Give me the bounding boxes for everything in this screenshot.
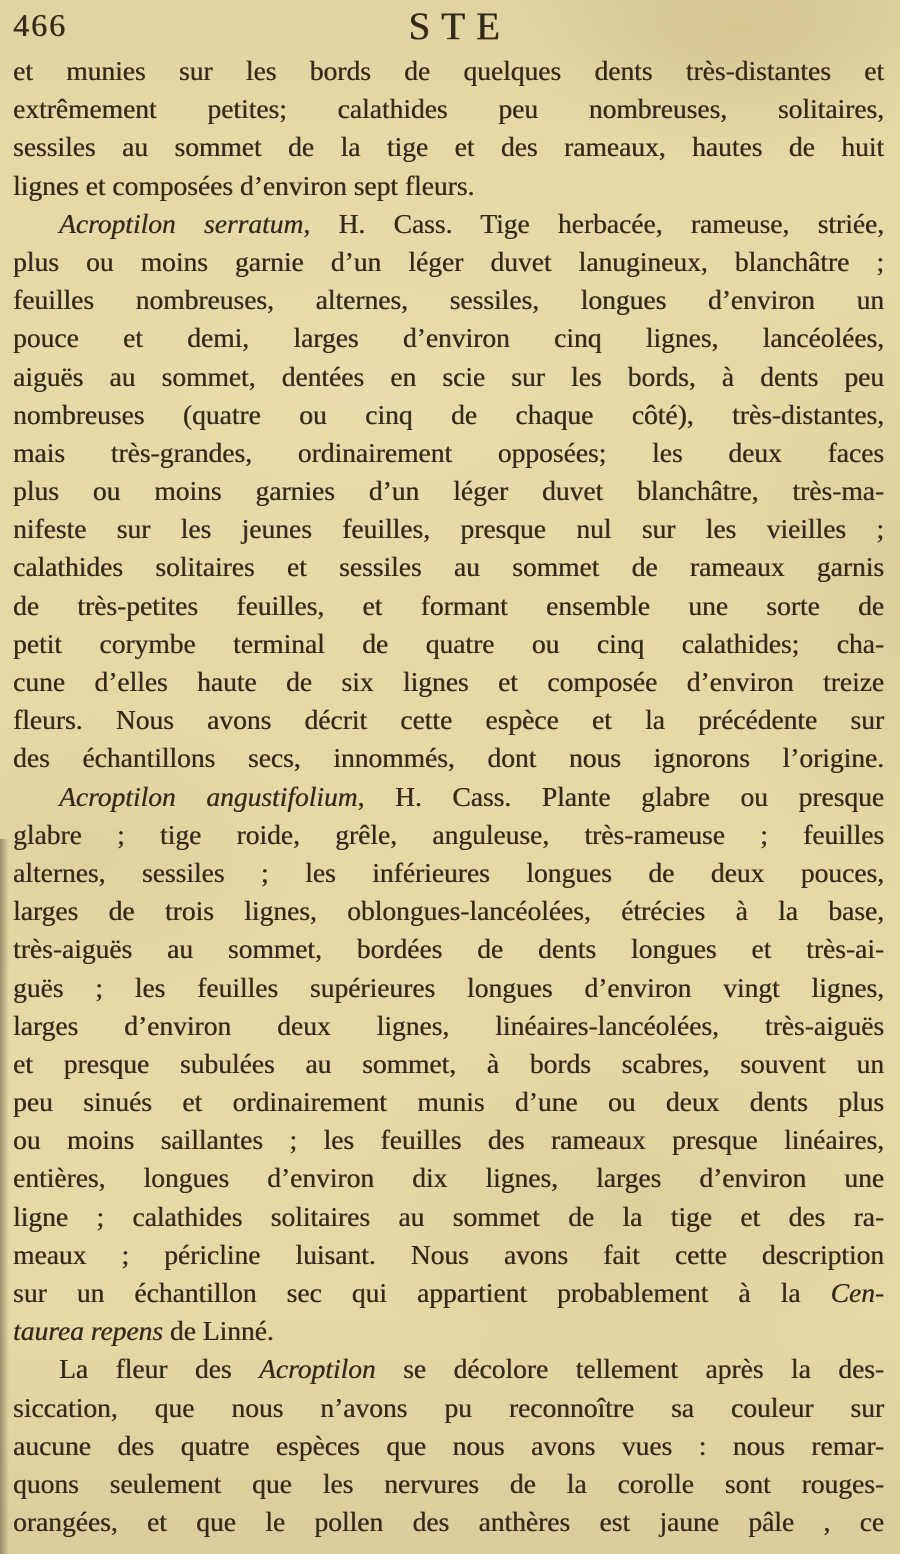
text-line xyxy=(13,1427,884,1465)
text-segment: plus ou moins garnies d’un léger duvet blanchâtre, très-ma- xyxy=(13,475,884,507)
species-name: Acroptilon angustifolium xyxy=(59,780,358,812)
text-segment: et presque subulées au sommet, à bords scabres, souvent un xyxy=(13,1047,884,1079)
text-line xyxy=(13,1045,884,1083)
text-line xyxy=(13,510,884,548)
text-segment: entières, longues d’environ dix lignes, larges d’environ une xyxy=(13,1162,884,1194)
text-line xyxy=(13,854,884,892)
text-line xyxy=(13,319,884,357)
text-segment: fleurs. Nous avons décrit cette espèce et la précédente sur xyxy=(13,704,884,736)
text-segment: ou moins saillantes ; les feuilles des rameaux presque linéaires, xyxy=(13,1124,884,1156)
species-name: taurea repens xyxy=(13,1315,163,1347)
text-line xyxy=(13,778,884,816)
text-segment: feuilles nombreuses, alternes, sessiles, longues d’environ un xyxy=(13,284,884,316)
text-line xyxy=(13,587,884,625)
page-header xyxy=(0,4,900,50)
text-segment: nombreuses (quatre ou cinq de chaque côté), très-distantes, xyxy=(13,398,884,430)
text-line xyxy=(13,90,884,128)
text-segment: orangées, et que le pollen des anthères est jaune pâle , ce xyxy=(13,1506,884,1538)
text-segment: sessiles au sommet de la tige et des rameaux, hautes de huit xyxy=(13,131,884,163)
text-line xyxy=(13,1236,884,1274)
text-line xyxy=(13,1121,884,1159)
text-line xyxy=(13,1159,884,1197)
text-line xyxy=(13,701,884,739)
page-body xyxy=(13,52,884,1541)
running-title: STE xyxy=(408,5,511,48)
text-segment: plus ou moins garnie d’un léger duvet lanugineux, blanchâtre ; xyxy=(13,245,884,277)
text-segment: cune d’elles haute de six lignes et composée d’environ treize xyxy=(13,666,884,697)
text-line xyxy=(13,969,884,1007)
text-segment: La fleur des xyxy=(59,1353,259,1385)
text-line xyxy=(13,281,884,319)
text-line xyxy=(13,434,884,472)
species-name: Cen- xyxy=(830,1277,884,1308)
text-line xyxy=(13,243,884,281)
text-segment: se décolore tellement après la des- xyxy=(375,1353,885,1385)
text-segment: sur un échantillon sec qui appartient probablement à la xyxy=(13,1277,831,1308)
text-segment: lignes et composées d’environ sept fleurs. xyxy=(13,169,475,201)
text-segment: de très-petites feuilles, et formant ensemble une sorte de xyxy=(13,589,884,621)
text-segment: larges de trois lignes, oblongues-lancéolées, étrécies à la base, xyxy=(13,895,884,927)
text-segment: petit corymbe terminal de quatre ou cinq calathides; cha- xyxy=(13,627,884,659)
text-line xyxy=(13,1465,884,1503)
text-segment: guës ; les feuilles supérieures longues d’environ vingt lignes, xyxy=(13,971,884,1003)
text-segment: et munies sur les bords de quelques dents très-distantes et xyxy=(13,55,884,86)
text-segment: nifeste sur les jeunes feuilles, presque nul sur les vieilles ; xyxy=(13,513,884,545)
text-segment: de Linné. xyxy=(162,1315,274,1347)
text-line xyxy=(13,167,884,205)
text-line xyxy=(13,663,884,701)
text-segment: aucune des quatre espèces que nous avons vues : nous remar- xyxy=(13,1429,884,1461)
text-segment: pouce et demi, larges d’environ cinq lignes, lancéolées, xyxy=(13,322,884,354)
text-line xyxy=(13,396,884,434)
text-line xyxy=(13,1312,884,1350)
text-segment: , H. Cass. Plante glabre ou presque xyxy=(357,780,885,812)
species-name: Acroptilon xyxy=(259,1353,376,1385)
text-segment: aiguës au sommet, dentées en scie sur les bords, à dents peu xyxy=(13,360,884,392)
text-line xyxy=(13,472,884,510)
text-line xyxy=(13,1083,884,1121)
text-line xyxy=(13,205,884,243)
text-line xyxy=(13,1274,884,1312)
text-segment: alternes, sessiles ; les inférieures longues de deux pouces, xyxy=(13,856,884,888)
species-name: Acroptilon serratum xyxy=(59,207,304,239)
text-line xyxy=(13,1350,884,1388)
text-line xyxy=(13,892,884,930)
text-segment: ligne ; calathides solitaires au sommet de la tige et des ra- xyxy=(13,1200,884,1232)
text-segment: glabre ; tige roide, grêle, anguleuse, très-rameuse ; feuilles xyxy=(13,818,884,850)
text-segment: , H. Cass. Tige herbacée, rameuse, striée, xyxy=(303,207,885,239)
text-line xyxy=(13,1503,884,1541)
text-line xyxy=(13,816,884,854)
text-segment: siccation, que nous n’avons pu reconnoître sa couleur sur xyxy=(13,1391,884,1423)
text-line xyxy=(13,1007,884,1045)
text-segment: quons seulement que les nervures de la corolle sont rouges- xyxy=(13,1467,884,1499)
text-line xyxy=(13,930,884,968)
text-line xyxy=(13,358,884,396)
text-segment: peu sinués et ordinairement munis d’une ou deux dents plus xyxy=(13,1086,884,1118)
text-line xyxy=(13,1198,884,1236)
text-segment: très-aiguës au sommet, bordées de dents longues et très-ai- xyxy=(13,933,884,965)
text-line xyxy=(13,128,884,166)
text-segment: calathides solitaires et sessiles au sommet de rameaux garnis xyxy=(13,551,884,583)
text-line xyxy=(13,52,884,90)
text-segment: mais très-grandes, ordinairement opposées; les deux faces xyxy=(13,436,884,468)
text-line xyxy=(13,548,884,586)
text-segment: larges d’environ deux lignes, linéaires-lancéolées, très-aiguës xyxy=(13,1009,884,1041)
page-number: 466 xyxy=(13,7,67,43)
text-segment: extrêmement petites; calathides peu nombreuses, solitaires, xyxy=(13,93,884,125)
text-segment: meaux ; péricline luisant. Nous avons fait cette description xyxy=(13,1238,884,1270)
text-line xyxy=(13,1389,884,1427)
text-line xyxy=(13,625,884,663)
text-segment: des échantillons secs, innommés, dont nous ignorons l’origine. xyxy=(13,742,884,774)
text-line xyxy=(13,739,884,777)
